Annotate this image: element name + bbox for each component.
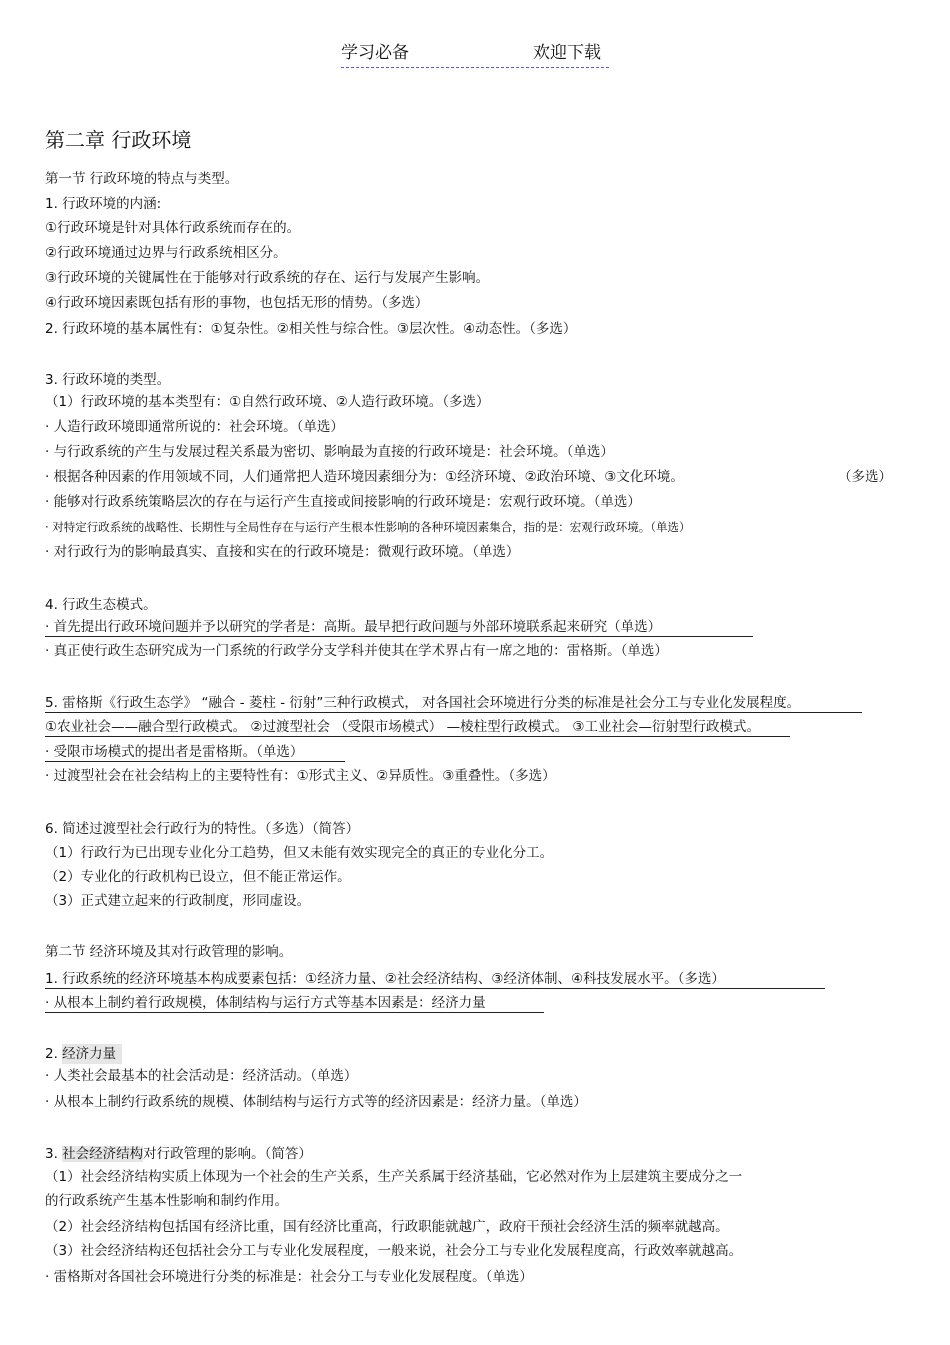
- section1-title: 第一节 行政环境的特点与类型。: [45, 171, 239, 187]
- s1-5-line: · 过渡型社会在社会结构上的主要特性有：①形式主义、②异质性。③重叠性。（多选）: [45, 768, 556, 784]
- header-left-text: 学习必备: [341, 43, 409, 63]
- s2-3-number: 3.: [45, 1146, 63, 1162]
- s1-3-line-small: · 对特定行政系统的战略性、长期性与全局性存在与运行产生根本性影响的各种环境因素集合，指的是：宏观行政环境。（单选）: [45, 520, 691, 534]
- s1-6-item: （1）行政行为已出现专业化分工趋势，但又未能有效实现完全的真正的专业化分工。: [45, 845, 554, 861]
- s2-2-heading: [45, 1045, 122, 1063]
- s1-6-heading: 6. 简述过渡型社会行政行为的特性。（多选）（简答）: [45, 821, 360, 837]
- s1-1-item: ③行政环境的关键属性在于能够对行政系统的存在、运行与发展产生影响。: [45, 270, 490, 286]
- s1-4-heading: 4. 行政生态模式。: [45, 597, 157, 613]
- s1-4-underlined-text: · 首先提出行政环境问题并予以研究的学者是：高斯。最早把行政问题与外部环境联系起来研究（单选）: [45, 619, 753, 637]
- s1-5-underlined-text: 5. 雷格斯《行政生态学》 “融合 - 菱柱 - 衍射”三种行政模式， 对各国社会环境进行分类的标准是社会分工与专业化发展程度。: [45, 695, 862, 713]
- s1-4-line: [45, 618, 753, 636]
- s2-1-line: [45, 994, 544, 1012]
- s1-5-underlined-text: ①农业社会——融合型行政模式。 ②过渡型社会 （受限市场模式） —棱柱型行政模式。 ③工业社会—衍射型行政模式。: [45, 719, 790, 737]
- s1-1-item: ①行政环境是针对具体行政系统而存在的。: [45, 220, 301, 236]
- s1-6-item: （3）正式建立起来的行政制度，形同虚设。: [45, 893, 311, 909]
- s2-3-line: （1）社会经济结构实质上体现为一个社会的生产关系，生产关系属于经济基础，它必然对作为上层建筑主要成分之一: [45, 1169, 743, 1185]
- s2-2-number: 2.: [45, 1046, 63, 1062]
- s1-6-item: （2）专业化的行政机构已设立，但不能正常运作。: [45, 869, 351, 885]
- s2-1-underlined-text: · 从根本上制约着行政规模，体制结构与运行方式等基本因素是：经济力量: [45, 995, 544, 1013]
- s2-1-underlined-text: 1. 行政系统的经济环境基本构成要素包括：①经济力量、②社会经济结构、③经济体制、④科技发展水平。（多选）: [45, 971, 825, 989]
- s1-1-item: ②行政环境通过边界与行政系统相区分。: [45, 245, 287, 261]
- s2-2-line: · 从根本上制约行政系统的规模、体制结构与运行方式等的经济因素是：经济力量。（单选）: [45, 1094, 587, 1110]
- s2-3-line: · 雷格斯对各国社会环境进行分类的标准是：社会分工与专业化发展程度。（单选）: [45, 1269, 533, 1285]
- s2-2-highlighted-term: 经济力量: [62, 1044, 122, 1064]
- s2-3-line: （2）社会经济结构包括国有经济比重，国有经济比重高，行政职能就越广，政府干预社会经济生活的频率就越高。: [45, 1219, 729, 1235]
- s1-3-line: [45, 468, 892, 486]
- s1-5-line: [45, 743, 345, 761]
- s2-3-heading-rest: 对行政管理的影响。（简答）: [143, 1146, 312, 1162]
- s1-3-line: · 对行政行为的影响最真实、直接和实在的行政环境是：微观行政环境。（单选）: [45, 544, 520, 560]
- s2-3-line: （3）社会经济结构还包括社会分工与专业化发展程度，一般来说，社会分工与专业化发展程度高，行政效率就越高。: [45, 1243, 743, 1259]
- s1-3-line: · 人造行政环境即通常所说的：社会环境。（单选）: [45, 419, 344, 435]
- s2-2-line: · 人类社会最基本的社会活动是：经济活动。（单选）: [45, 1068, 358, 1084]
- page-header: [341, 41, 609, 68]
- s1-4-line: · 真正使行政生态研究成为一门系统的行政学分支学科并使其在学术界占有一席之地的：雷格斯。（单选）: [45, 643, 668, 659]
- s1-3-line: · 与行政系统的产生与发展过程关系最为密切、影响最为直接的行政环境是：社会环境。（单选）: [45, 444, 614, 460]
- s2-1-line: [45, 970, 825, 988]
- s1-2-line: 2. 行政环境的基本属性有：①复杂性。②相关性与综合性。③层次性。④动态性。（多选）: [45, 321, 577, 337]
- s1-3-line-tag: （多选）: [838, 469, 892, 485]
- chapter-title: 第二章 行政环境: [45, 128, 192, 152]
- s1-1-item: ④行政环境因素既包括有形的事物，也包括无形的情势。（多选）: [45, 295, 429, 311]
- s1-5-line: [45, 718, 790, 736]
- s1-3-line-text: · 根据各种因素的作用领域不同，人们通常把人造环境因素细分为：①经济环境、②政治环境、③文化环境。: [45, 469, 684, 485]
- s1-3-heading: 3. 行政环境的类型。: [45, 372, 171, 388]
- s1-1-heading: 1. 行政环境的内涵:: [45, 196, 162, 212]
- s1-3-line: （1）行政环境的基本类型有：①自然行政环境、②人造行政环境。（多选）: [45, 394, 490, 410]
- s2-3-heading: [45, 1145, 312, 1163]
- s1-3-line: · 能够对行政系统策略层次的存在与运行产生直接或间接影响的行政环境是：宏观行政环境。（单选）: [45, 494, 641, 510]
- s2-3-line: 的行政系统产生基本性影响和制约作用。: [45, 1193, 288, 1209]
- section2-title: 第二节 经济环境及其对行政管理的影响。: [45, 944, 293, 960]
- s2-3-highlighted-term: 社会经济结构: [62, 1146, 144, 1162]
- header-right-text: 欢迎下载: [533, 43, 601, 63]
- s1-5-line: [45, 694, 862, 712]
- s1-5-underlined-text: · 受限市场模式的提出者是雷格斯。（单选）: [45, 744, 345, 762]
